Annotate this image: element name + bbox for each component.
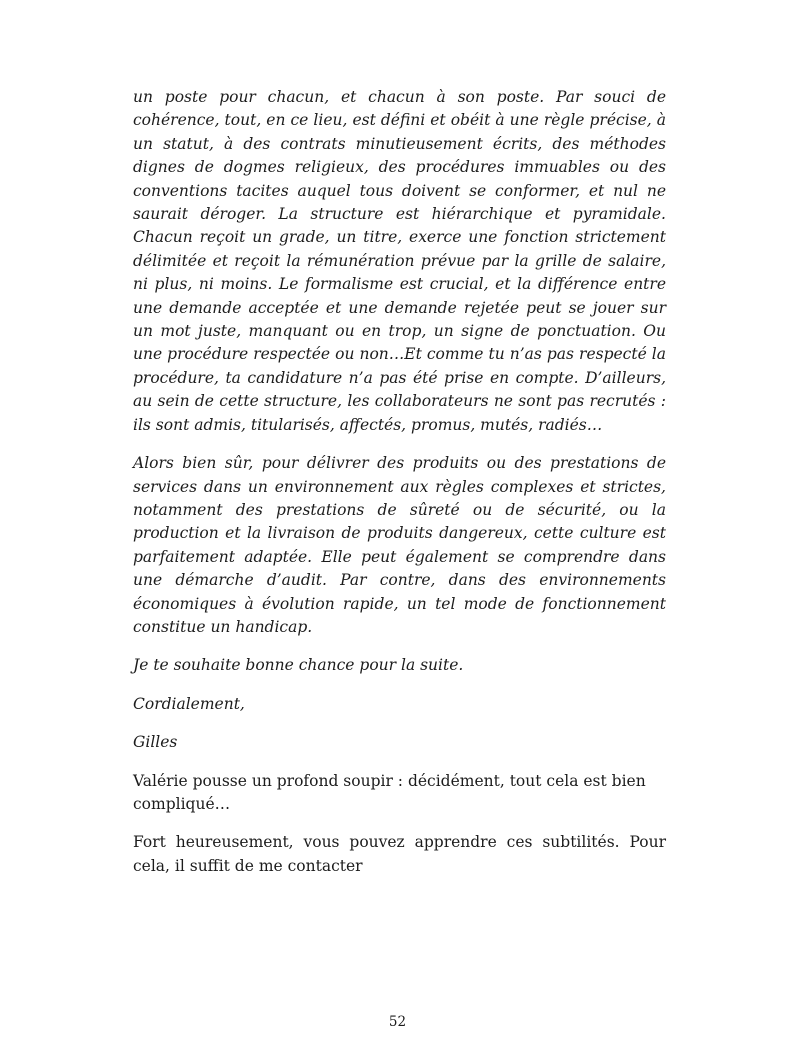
- text-block: [133, 86, 666, 893]
- letter-paragraph-culture: Alors bien sûr, pour délivrer des produits ou des prestations de services dans un environnement aux règles complexes et strictes, notamment des prestations de sûreté ou de sécurité, ou la production et la livraison de produits dangereux, cette culture est parfaitement adaptée. Elle peut également se comprendre dans une démarche d’audit. Par contre, dans des environnements économiques à évolution rapide, un tel mode de fonctionnement constitue un handicap.: [133, 454, 666, 636]
- page-number: 52: [388, 1014, 407, 1030]
- narration-paragraph-sigh: Valérie pousse un profond soupir : décidément, tout cela est bien compliqué…: [133, 771, 646, 813]
- narration-paragraph-contact: Fort heureusement, vous pouvez apprendre ces subtilités. Pour cela, il suffit de me contacter: [133, 833, 666, 875]
- letter-closing: Cordialement,: [133, 694, 245, 713]
- letter-paragraph-wish: Je te souhaite bonne chance pour la suite.: [133, 656, 464, 675]
- letter-signature: Gilles: [133, 733, 178, 752]
- letter-paragraph-structure: un poste pour chacun, et chacun à son poste. Par souci de cohérence, tout, en ce lieu, est défini et obéit à une règle précise, à un statut, à des contrats minutieusement écrits, des méthodes dignes de dogmes religieux, des procédures immuables ou des conventions tacites auquel tous doivent se conformer, et nul ne saurait déroger. La structure est hiérarchique et pyramidale. Chacun reçoit un grade, un titre, exerce une fonction strictement délimitée et reçoit la rémunération prévue par la grille de salaire, ni plus, ni moins. Le formalisme est crucial, et la différence entre une demande acceptée et une demande rejetée peut se jouer sur un mot juste, manquant ou en trop, un signe de ponctuation. Ou une procédure respectée ou non…Et comme tu n’as pas respecté la procédure, ta candidature n’a pas été prise en compte. D’ailleurs, au sein de cette structure, les collaborateurs ne sont pas recrutés : ils sont admis, titularisés, affectés, promus, mutés, radiés…: [133, 88, 666, 434]
